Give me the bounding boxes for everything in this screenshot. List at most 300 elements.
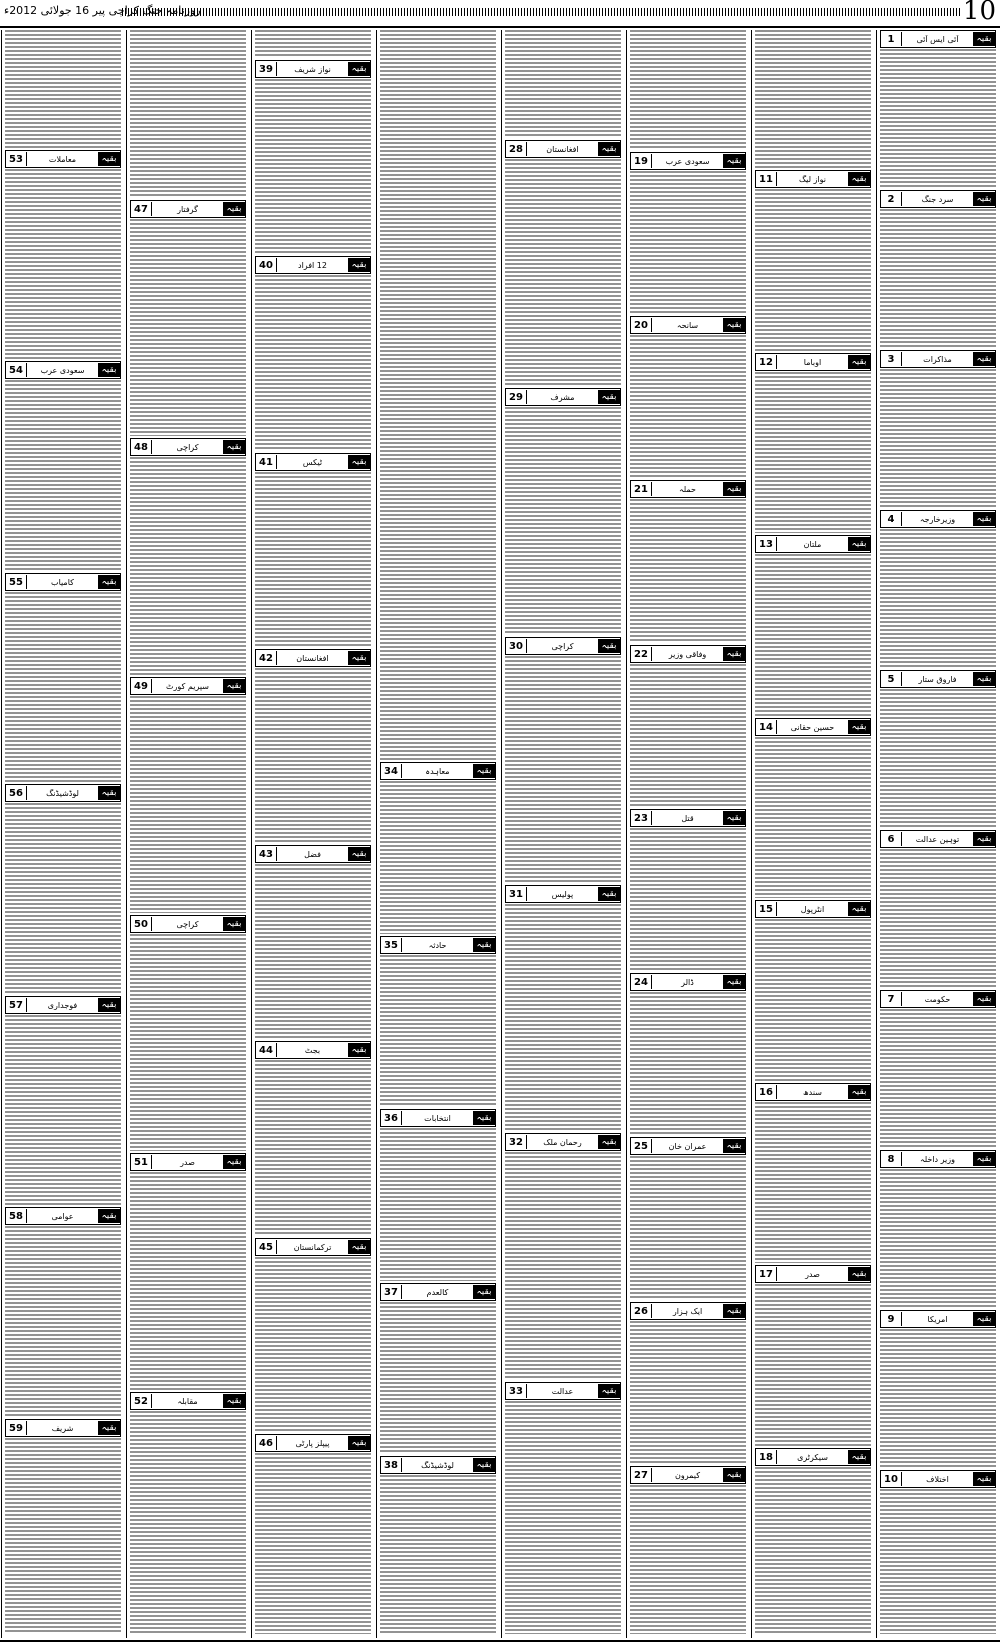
continuation-story: [505, 140, 621, 386]
continuation-story: [755, 170, 871, 351]
continuation-title: اوباما: [803, 357, 822, 367]
continuation-title: ایک ہزار: [672, 1306, 703, 1316]
continuation-story: [630, 1302, 746, 1464]
news-column: [503, 30, 623, 1638]
continuation-story: [630, 480, 746, 643]
continuation-number: 44: [256, 1043, 277, 1057]
baqiya-tag: بقیہ: [723, 1139, 745, 1153]
continuation-story: [880, 30, 996, 188]
baqiya-tag: بقیہ: [98, 363, 120, 377]
continuation-title: وفاقی وزیر: [668, 649, 707, 659]
continuation-heading: [755, 718, 871, 736]
continuation-title: بجٹ: [304, 1045, 321, 1055]
continuation-number: 19: [631, 154, 652, 168]
body-text-lines: [880, 1329, 996, 1468]
continuation-heading: [630, 152, 746, 170]
body-text-lines: [630, 1485, 746, 1634]
continuation-number: 13: [756, 537, 777, 551]
body-text-lines: [505, 1152, 621, 1380]
continuation-number: 32: [506, 1135, 527, 1149]
continuation-story: [5, 996, 121, 1205]
continuation-story: [255, 1238, 371, 1432]
continuation-number: 18: [756, 1450, 777, 1464]
body-text-lines: [5, 169, 121, 359]
body-text-lines: [880, 49, 996, 188]
continuation-story: [880, 1470, 996, 1634]
continuation-number: 8: [881, 1152, 902, 1166]
baqiya-tag: بقیہ: [973, 32, 995, 46]
continuation-title: حکومت: [924, 994, 951, 1004]
body-text-lines: [255, 864, 371, 1039]
dateline: روزنامہ جنگ کراچی پیر 16 جولائی 2012ء: [4, 4, 201, 17]
continuation-heading: [880, 830, 996, 848]
continuation-heading: [755, 535, 871, 553]
column-rule: [376, 30, 377, 1638]
continuation-number: 4: [881, 512, 902, 526]
continuation-number: 36: [381, 1111, 402, 1125]
baqiya-tag: بقیہ: [848, 1267, 870, 1281]
continuation-number: 37: [381, 1285, 402, 1299]
continuation-number: 42: [256, 651, 277, 665]
continuation-heading: [130, 200, 246, 218]
body-text-lines: [880, 369, 996, 508]
continuation-title: وزیرخارجہ: [919, 514, 956, 524]
baqiya-tag: بقیہ: [348, 258, 370, 272]
continuation-story: [380, 1283, 496, 1454]
baqiya-tag: بقیہ: [973, 672, 995, 686]
continued-text: [130, 30, 246, 198]
body-text-lines: [505, 159, 621, 386]
baqiya-tag: بقیہ: [348, 455, 370, 469]
continuation-title: صدر: [180, 1157, 195, 1167]
body-text-lines: [255, 472, 371, 647]
continuation-story: [255, 845, 371, 1039]
body-text-lines: [380, 1475, 496, 1634]
continuation-number: 46: [256, 1436, 277, 1450]
continuation-number: 38: [381, 1458, 402, 1472]
continuation-heading: [255, 453, 371, 471]
column-rule: [751, 30, 752, 1638]
baqiya-tag: بقیہ: [223, 917, 245, 931]
continuation-heading: [630, 480, 746, 498]
body-text-lines: [630, 335, 746, 478]
news-column: [378, 30, 498, 1638]
continuation-heading: [880, 510, 996, 528]
body-text-lines: [630, 828, 746, 971]
continuation-number: 26: [631, 1304, 652, 1318]
baqiya-tag: بقیہ: [598, 390, 620, 404]
continuation-story: [5, 361, 121, 571]
continuation-story: [630, 809, 746, 971]
continuation-title: انٹرپول: [800, 904, 825, 914]
continuation-number: 27: [631, 1468, 652, 1482]
continuation-number: 57: [6, 998, 27, 1012]
body-text-lines: [880, 1169, 996, 1308]
continuation-title: آئی ایس آئی: [916, 34, 959, 44]
continuation-story: [880, 510, 996, 668]
continuation-number: 41: [256, 455, 277, 469]
baqiya-tag: بقیہ: [98, 998, 120, 1012]
continuation-title: حسین حقانی: [790, 722, 835, 732]
continuation-story: [880, 1150, 996, 1308]
continuation-number: 25: [631, 1139, 652, 1153]
masthead-hatch-bar: [122, 8, 962, 16]
baqiya-tag: بقیہ: [348, 847, 370, 861]
continuation-story: [505, 1382, 621, 1634]
continuation-heading: [5, 784, 121, 802]
continuation-title: امریکا: [927, 1314, 948, 1324]
baqiya-tag: بقیہ: [973, 992, 995, 1006]
continuation-title: سیکرٹری: [797, 1452, 828, 1462]
continuation-story: [755, 1448, 871, 1634]
continuation-story: [880, 350, 996, 508]
continuation-number: 14: [756, 720, 777, 734]
continuation-heading: [380, 762, 496, 780]
continuation-title: ڈالر: [681, 977, 694, 987]
baqiya-tag: بقیہ: [848, 902, 870, 916]
body-text-lines: [255, 1060, 371, 1236]
continuation-story: [755, 535, 871, 716]
continuation-title: پیپلز پارٹی: [295, 1438, 330, 1448]
baqiya-tag: بقیہ: [473, 1285, 495, 1299]
baqiya-tag: بقیہ: [98, 1209, 120, 1223]
body-text-lines: [130, 934, 246, 1151]
news-column: [878, 30, 998, 1638]
continuation-number: 28: [506, 142, 527, 156]
baqiya-tag: بقیہ: [348, 1436, 370, 1450]
continuation-heading: [505, 140, 621, 158]
body-text-lines: [630, 992, 746, 1135]
body-text-lines: [380, 781, 496, 934]
baqiya-tag: بقیہ: [848, 1450, 870, 1464]
baqiya-tag: بقیہ: [723, 318, 745, 332]
news-column: [628, 30, 748, 1638]
continuation-story: [880, 190, 996, 348]
body-text-lines: [5, 380, 121, 571]
continuation-story: [255, 256, 371, 451]
continuation-heading: [130, 1392, 246, 1410]
continuation-story: [630, 1137, 746, 1300]
continuation-title: لوڈشیڈنگ: [421, 1460, 454, 1470]
body-text-lines: [380, 1302, 496, 1454]
continuation-number: 7: [881, 992, 902, 1006]
body-text-lines: [630, 499, 746, 643]
column-rule: [876, 30, 877, 1638]
body-text-lines: [380, 1128, 496, 1281]
baqiya-tag: بقیہ: [473, 1111, 495, 1125]
baqiya-tag: بقیہ: [723, 154, 745, 168]
continuation-number: 1: [881, 32, 902, 46]
continuation-number: 30: [506, 639, 527, 653]
baqiya-tag: بقیہ: [223, 679, 245, 693]
continuation-heading: [5, 150, 121, 168]
body-text-lines: [630, 171, 746, 314]
continuation-heading: [380, 1456, 496, 1474]
continuation-number: 43: [256, 847, 277, 861]
body-text-lines: [505, 1401, 621, 1634]
continuation-story: [630, 316, 746, 478]
continuation-story: [630, 645, 746, 807]
continuation-number: 16: [756, 1085, 777, 1099]
continuation-number: 52: [131, 1394, 152, 1408]
body-text-lines: [880, 1009, 996, 1148]
body-text-lines: [755, 554, 871, 716]
body-text-lines: [255, 1453, 371, 1634]
continuation-title: حادثہ: [428, 940, 447, 950]
continuation-heading: [380, 936, 496, 954]
baqiya-tag: بقیہ: [473, 1458, 495, 1472]
baqiya-tag: بقیہ: [973, 1152, 995, 1166]
continuation-heading: [255, 256, 371, 274]
continuation-title: کامیاب: [51, 577, 74, 587]
news-column: [3, 30, 123, 1638]
continuation-heading: [880, 30, 996, 48]
continuation-story: [130, 200, 246, 436]
page-number: 10: [962, 0, 996, 26]
body-text-lines: [380, 955, 496, 1107]
continuation-number: 2: [881, 192, 902, 206]
continuation-heading: [5, 1419, 121, 1437]
baqiya-tag: بقیہ: [723, 811, 745, 825]
baqiya-tag: بقیہ: [723, 1468, 745, 1482]
continuation-number: 51: [131, 1155, 152, 1169]
baqiya-tag: بقیہ: [848, 537, 870, 551]
continuation-title: پولیس: [551, 889, 574, 899]
continuation-title: عمران خان: [668, 1141, 707, 1151]
continuation-title: سرد جنگ: [921, 194, 954, 204]
body-text-lines: [755, 189, 871, 351]
continuation-title: اختلاف: [926, 1474, 949, 1484]
baqiya-tag: بقیہ: [973, 832, 995, 846]
continuation-heading: [630, 973, 746, 991]
body-text-lines: [5, 1438, 121, 1634]
continuation-number: 49: [131, 679, 152, 693]
continuation-heading: [130, 677, 246, 695]
continuation-number: 9: [881, 1312, 902, 1326]
baqiya-tag: بقیہ: [223, 1155, 245, 1169]
continuation-title: رحمان ملک: [543, 1137, 582, 1147]
continuation-number: 11: [756, 172, 777, 186]
body-text-lines: [755, 30, 871, 168]
continuation-heading: [255, 1434, 371, 1452]
baqiya-tag: بقیہ: [98, 575, 120, 589]
continuation-heading: [505, 388, 621, 406]
body-text-lines: [505, 656, 621, 883]
bottom-rule: [0, 1640, 1000, 1642]
continuation-heading: [880, 990, 996, 1008]
continued-text: [630, 30, 746, 150]
continuation-title: سعودی عرب: [665, 156, 710, 166]
body-text-lines: [630, 1156, 746, 1300]
continuation-title: کراچی: [176, 919, 199, 929]
continuation-title: ٹیکس: [302, 457, 323, 467]
continuation-number: 24: [631, 975, 652, 989]
continuation-heading: [630, 1302, 746, 1320]
continued-text: [755, 30, 871, 168]
baqiya-tag: بقیہ: [473, 764, 495, 778]
continuation-heading: [630, 1466, 746, 1484]
body-text-lines: [255, 79, 371, 254]
body-text-lines: [755, 737, 871, 898]
baqiya-tag: بقیہ: [598, 1384, 620, 1398]
continuation-number: 3: [881, 352, 902, 366]
continuation-title: توہین عدالت: [915, 834, 960, 844]
continuation-number: 50: [131, 917, 152, 931]
continuation-number: 17: [756, 1267, 777, 1281]
baqiya-tag: بقیہ: [848, 720, 870, 734]
continuation-title: ملتان: [803, 539, 822, 549]
column-rule: [1, 30, 2, 1638]
continuation-heading: [130, 1153, 246, 1171]
continued-text: [505, 30, 621, 138]
continuation-heading: [130, 438, 246, 456]
continuation-story: [755, 900, 871, 1081]
continuation-title: کالعدم: [426, 1287, 449, 1297]
news-column: [253, 30, 373, 1638]
continuation-story: [630, 152, 746, 314]
body-text-lines: [130, 1172, 246, 1390]
baqiya-tag: بقیہ: [723, 975, 745, 989]
column-rule: [501, 30, 502, 1638]
continuation-story: [130, 915, 246, 1151]
continuation-number: 23: [631, 811, 652, 825]
body-text-lines: [630, 1321, 746, 1464]
continuation-story: [630, 973, 746, 1135]
continuation-number: 5: [881, 672, 902, 686]
continuation-story: [755, 1265, 871, 1446]
continuation-title: معاہدہ: [425, 766, 450, 776]
continuation-number: 33: [506, 1384, 527, 1398]
news-column: [128, 30, 248, 1638]
continuation-story: [130, 677, 246, 913]
top-rule: [0, 26, 1000, 28]
continuation-story: [130, 1392, 246, 1634]
baqiya-tag: بقیہ: [973, 1312, 995, 1326]
continuation-title: گرفتار: [177, 204, 198, 214]
body-text-lines: [880, 209, 996, 348]
continuation-story: [505, 637, 621, 883]
baqiya-tag: بقیہ: [473, 938, 495, 952]
continuation-story: [5, 1207, 121, 1417]
continuation-heading: [505, 885, 621, 903]
continuation-title: حملہ: [679, 484, 696, 494]
continuation-heading: [755, 1265, 871, 1283]
continuation-heading: [630, 1137, 746, 1155]
continuation-heading: [630, 645, 746, 663]
baqiya-tag: بقیہ: [348, 1043, 370, 1057]
continuation-number: 48: [131, 440, 152, 454]
continuation-title: صدر: [805, 1269, 820, 1279]
column-rule: [626, 30, 627, 1638]
continuation-heading: [255, 649, 371, 667]
baqiya-tag: بقیہ: [98, 152, 120, 166]
continuation-number: 54: [6, 363, 27, 377]
body-text-lines: [130, 219, 246, 436]
continuation-heading: [505, 1133, 621, 1151]
continuation-title: مقابلہ: [177, 1396, 198, 1406]
continuation-heading: [505, 637, 621, 655]
continuation-number: 45: [256, 1240, 277, 1254]
body-text-lines: [5, 592, 121, 782]
continuation-heading: [755, 1448, 871, 1466]
continuation-story: [505, 1133, 621, 1380]
body-text-lines: [255, 668, 371, 843]
body-text-lines: [255, 30, 371, 58]
baqiya-tag: بقیہ: [348, 651, 370, 665]
continuation-title: 12 افراد: [298, 260, 327, 270]
body-text-lines: [5, 803, 121, 994]
continuation-number: 47: [131, 202, 152, 216]
continuation-story: [880, 990, 996, 1148]
baqiya-tag: بقیہ: [223, 1394, 245, 1408]
continuation-number: 20: [631, 318, 652, 332]
continued-text: [380, 30, 496, 760]
continuation-story: [5, 573, 121, 782]
continuation-heading: [755, 170, 871, 188]
continuation-number: 39: [256, 62, 277, 76]
body-text-lines: [130, 457, 246, 675]
continuation-number: 21: [631, 482, 652, 496]
continuation-title: کراچی: [176, 442, 199, 452]
body-text-lines: [255, 275, 371, 451]
body-text-lines: [5, 1226, 121, 1417]
baqiya-tag: بقیہ: [973, 192, 995, 206]
body-text-lines: [380, 30, 496, 760]
continuation-title: فضل: [304, 849, 321, 859]
baqiya-tag: بقیہ: [348, 1240, 370, 1254]
baqiya-tag: بقیہ: [598, 887, 620, 901]
body-text-lines: [130, 696, 246, 913]
body-text-lines: [755, 919, 871, 1081]
continuation-heading: [880, 1150, 996, 1168]
body-text-lines: [755, 372, 871, 533]
continuation-heading: [255, 60, 371, 78]
baqiya-tag: بقیہ: [848, 172, 870, 186]
body-text-lines: [505, 30, 621, 138]
continuation-number: 55: [6, 575, 27, 589]
baqiya-tag: بقیہ: [598, 639, 620, 653]
continuation-heading: [880, 350, 996, 368]
continuation-title: مذاکرات: [923, 354, 952, 364]
baqiya-tag: بقیہ: [723, 1304, 745, 1318]
continuation-number: 10: [881, 1472, 902, 1486]
continuation-number: 59: [6, 1421, 27, 1435]
continuation-heading: [255, 1041, 371, 1059]
body-text-lines: [880, 689, 996, 828]
continued-text: [255, 30, 371, 58]
baqiya-tag: بقیہ: [848, 1085, 870, 1099]
continuation-title: انتخابات: [424, 1113, 451, 1123]
body-text-lines: [630, 30, 746, 150]
continuation-story: [255, 453, 371, 647]
continuation-heading: [880, 190, 996, 208]
body-text-lines: [880, 529, 996, 668]
body-text-lines: [505, 904, 621, 1131]
continuation-title: فوجداری: [47, 1000, 78, 1010]
continuation-number: 34: [381, 764, 402, 778]
continuation-title: عوامی: [51, 1211, 74, 1221]
continuation-title: کیمرون: [675, 1470, 700, 1480]
continuation-title: فاروق ستار: [918, 674, 957, 684]
continuation-story: [380, 762, 496, 934]
continuation-title: سانحہ: [676, 320, 699, 330]
baqiya-tag: بقیہ: [973, 1472, 995, 1486]
continuation-title: وزیر داخلہ: [920, 1154, 955, 1164]
continuation-heading: [880, 1310, 996, 1328]
continuation-story: [880, 670, 996, 828]
continuation-heading: [5, 1207, 121, 1225]
continuation-number: 31: [506, 887, 527, 901]
